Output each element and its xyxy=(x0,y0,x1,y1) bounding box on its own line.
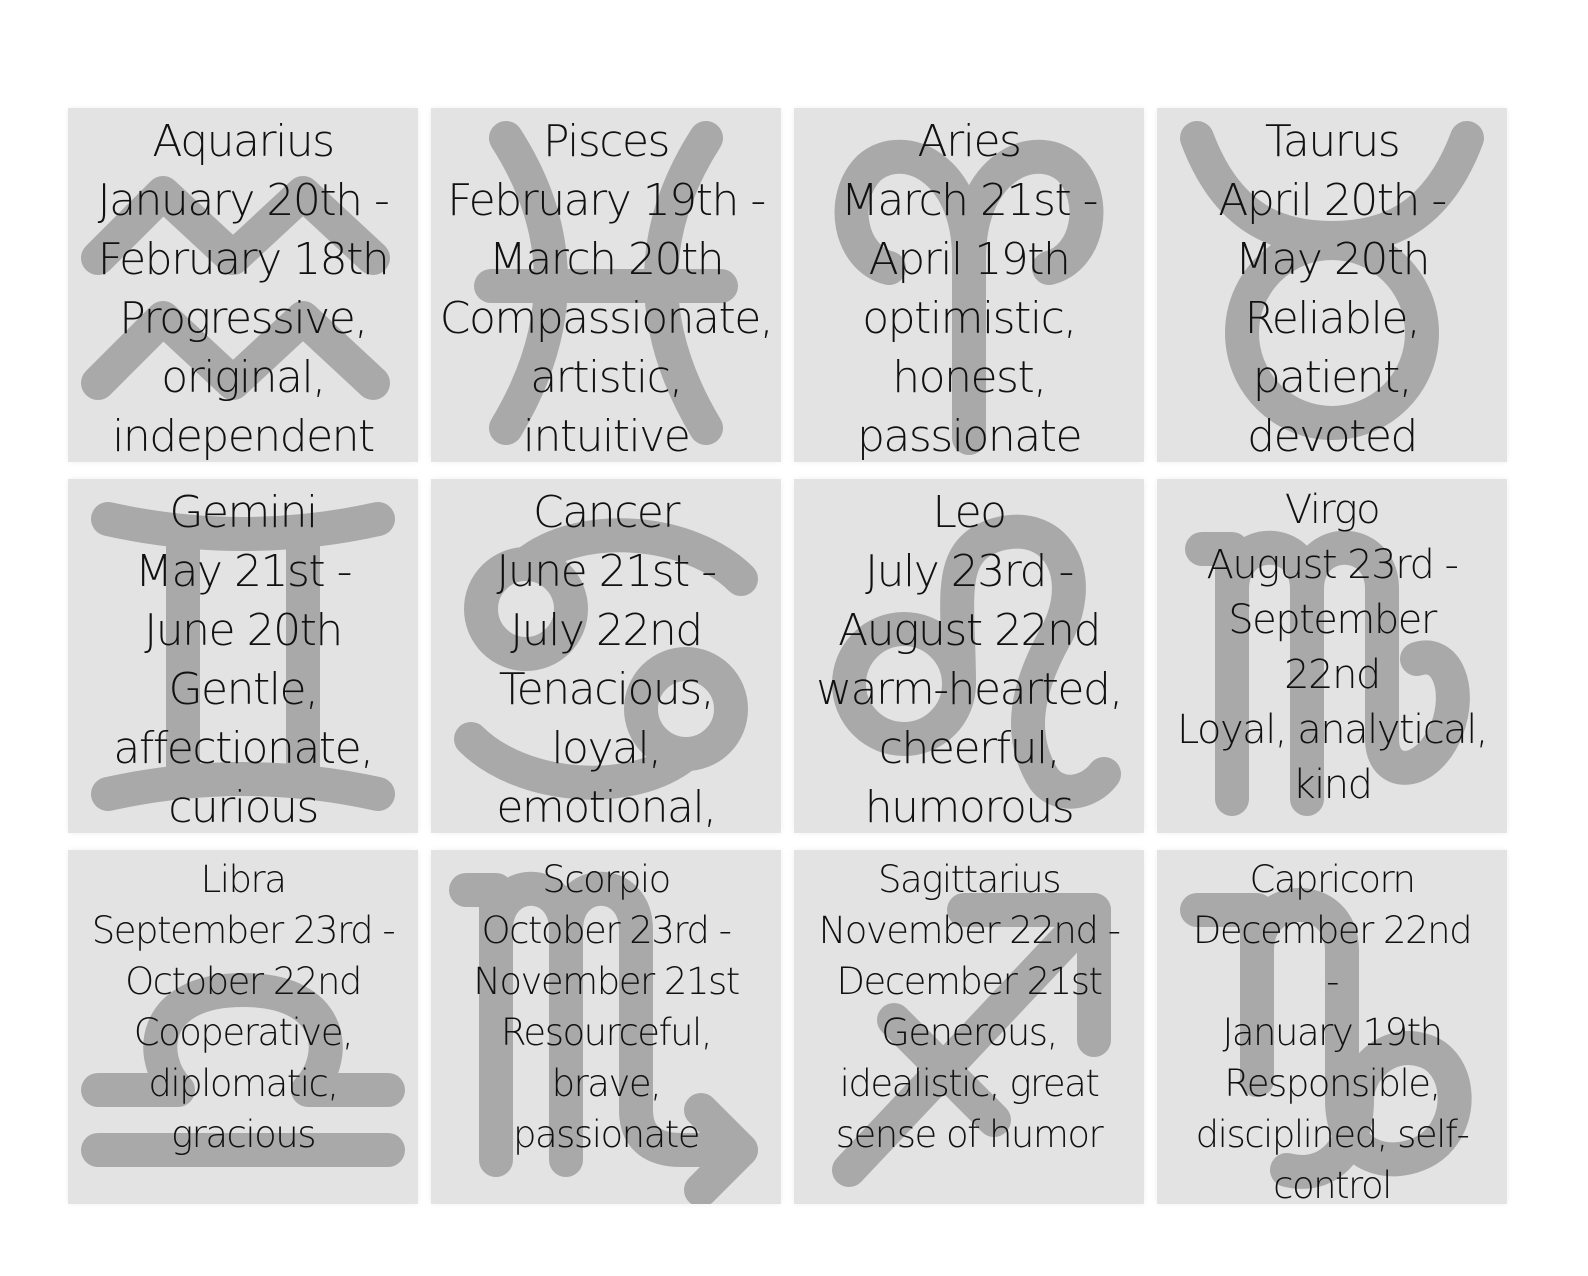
trait-line: original, xyxy=(161,352,325,403)
trait-line: disciplined, self- xyxy=(1195,1113,1469,1156)
date-range-line: July 23rd - xyxy=(865,546,1073,597)
zodiac-card-taurus xyxy=(1157,108,1507,462)
date-range-line: November 22nd - xyxy=(818,909,1120,952)
trait-line: kind xyxy=(1292,762,1372,808)
zodiac-card-aquarius xyxy=(68,108,418,462)
date-range-line: March 21st - xyxy=(840,175,1098,226)
date-range-line: June 20th xyxy=(144,605,342,656)
date-range-line: October 23rd - xyxy=(481,909,731,952)
sign-name: Aquarius xyxy=(152,116,334,167)
date-range-line: February 18th xyxy=(97,234,389,285)
zodiac-card-libra xyxy=(68,850,418,1204)
date-range-line: September xyxy=(1228,597,1436,643)
trait-line: Reliable, xyxy=(1244,293,1420,344)
trait-line: cheerful, xyxy=(878,723,1060,774)
date-range-line: August 22nd xyxy=(838,605,1100,656)
trait-line: loyal, xyxy=(551,723,661,774)
sign-name: Virgo xyxy=(1284,487,1380,533)
trait-line: devoted xyxy=(1247,411,1417,462)
zodiac-card-scorpio xyxy=(431,850,781,1204)
trait-line: gracious xyxy=(170,1113,316,1156)
trait-line: idealistic, great xyxy=(839,1062,1099,1105)
trait-line: diplomatic, xyxy=(148,1062,338,1105)
trait-line: warm-hearted, xyxy=(816,664,1122,715)
trait-line: sense of humor xyxy=(835,1113,1103,1156)
date-range-line: October 22nd xyxy=(125,960,361,1003)
trait-line: honest, xyxy=(892,352,1046,403)
sign-name: Capricorn xyxy=(1249,858,1415,901)
trait-line: Resourceful, xyxy=(500,1011,712,1054)
date-range-line: January 20th - xyxy=(97,175,389,226)
trait-line: Loyal, analytical, xyxy=(1176,707,1488,753)
trait-line: curious xyxy=(168,782,318,833)
trait-line: independent xyxy=(112,411,374,462)
sign-name: Scorpio xyxy=(542,858,670,901)
trait-line: artistic, xyxy=(530,352,682,403)
date-range-line: April 19th xyxy=(868,234,1070,285)
date-range-line: June 21st - xyxy=(496,546,716,597)
date-range-line: May 20th xyxy=(1234,234,1430,285)
sign-name: Gemini xyxy=(169,487,317,538)
date-range-line: December 21st xyxy=(836,960,1102,1003)
trait-line: passionate xyxy=(512,1113,700,1156)
trait-line: Compassionate, xyxy=(439,293,773,344)
zodiac-card-pisces xyxy=(431,108,781,462)
trait-line: Gentle, xyxy=(168,664,318,715)
zodiac-card-sagittarius xyxy=(794,850,1144,1204)
trait-line: Cooperative, xyxy=(133,1011,353,1054)
zodiac-card-leo xyxy=(794,479,1144,833)
sign-name: Cancer xyxy=(533,487,679,538)
date-range-line: July 22nd xyxy=(510,605,702,656)
sign-name: Sagittarius xyxy=(877,858,1061,901)
zodiac-grid xyxy=(68,108,1508,1204)
sign-name: Aries xyxy=(917,116,1021,167)
trait-line: passionate xyxy=(856,411,1082,462)
trait-line: control xyxy=(1273,1164,1391,1204)
trait-line: emotional, xyxy=(496,782,716,833)
zodiac-card-virgo xyxy=(1157,479,1507,833)
date-range-line: November 21st xyxy=(473,960,739,1003)
zodiac-card-cancer xyxy=(431,479,781,833)
date-range-line: April 20th - xyxy=(1218,175,1446,226)
date-range-line: May 21st - xyxy=(135,546,351,597)
date-range-line: January 19th xyxy=(1222,1011,1442,1054)
trait-line: Generous, xyxy=(881,1011,1057,1054)
sign-name: Pisces xyxy=(543,116,669,167)
trait-line: brave, xyxy=(551,1062,661,1105)
trait-line: humorous xyxy=(864,782,1074,833)
trait-line: Progressive, xyxy=(119,293,367,344)
zodiac-card-gemini xyxy=(68,479,418,833)
trait-line: optimistic, xyxy=(862,293,1076,344)
date-range-line: 22nd xyxy=(1284,652,1380,698)
sign-name: Libra xyxy=(200,858,286,901)
date-range-line: March 20th xyxy=(488,234,724,285)
date-range-line: February 19th - xyxy=(447,175,765,226)
trait-line: intuitive xyxy=(522,411,690,462)
date-range-line: December 22nd xyxy=(1192,909,1472,952)
trait-line: affectionate, xyxy=(113,723,373,774)
zodiac-card-capricorn xyxy=(1157,850,1507,1204)
date-range-line: August 23rd - xyxy=(1206,542,1458,588)
sign-name: Taurus xyxy=(1264,116,1400,167)
sign-name: Leo xyxy=(932,487,1006,538)
trait-line: patient, xyxy=(1252,352,1412,403)
trait-line: Tenacious, xyxy=(498,664,714,715)
trait-line: Responsible, xyxy=(1224,1062,1440,1105)
date-range-line: September 23rd - xyxy=(91,909,395,952)
zodiac-card-aries xyxy=(794,108,1144,462)
date-range-line: - xyxy=(1326,960,1338,1003)
